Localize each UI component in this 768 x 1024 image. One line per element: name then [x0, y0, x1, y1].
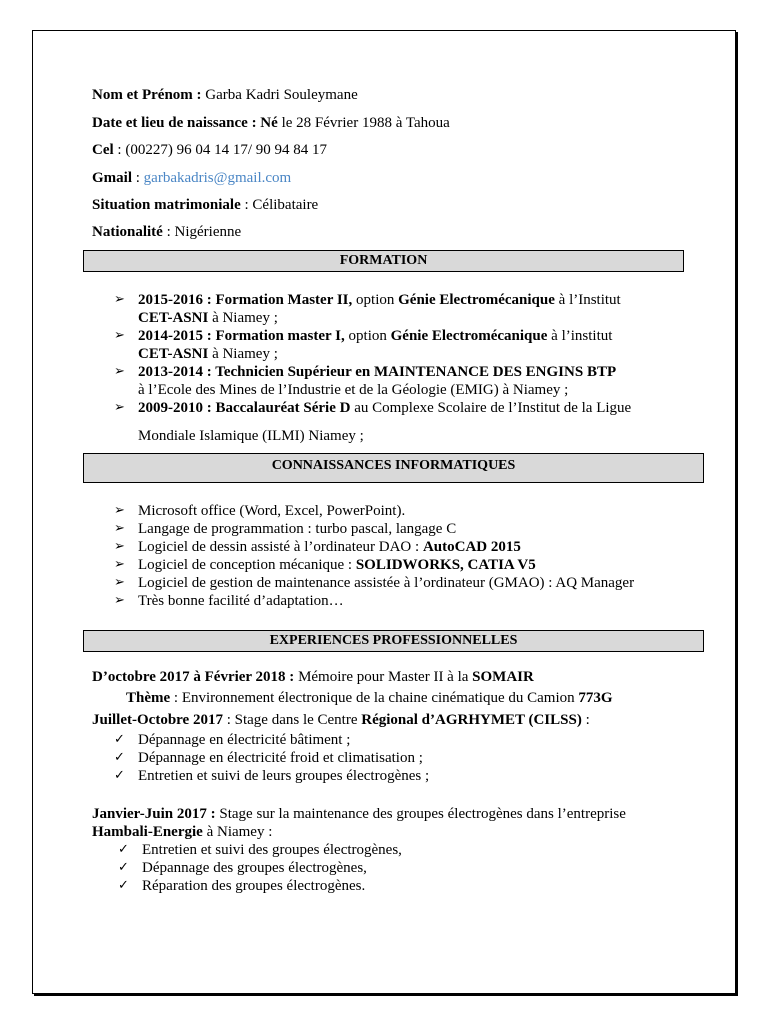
email-line: Gmail : garbakadris@gmail.com: [92, 170, 292, 186]
birth-line: Date et lieu de naissance : Né le 28 Février 1988 à Tahoua: [92, 115, 450, 131]
list-item: ➢ 2013-2014 : Technicien Supérieur en MAINTENANCE DES ENGINS BTP à l’Ecole des Mines de l’Industrie et de la Géologie (EMIG) à Niamey ;: [114, 364, 617, 398]
email-link[interactable]: garbakadris@gmail.com: [143, 170, 292, 186]
list-item: ✓ Entretien et suivi des groupes électrogènes,: [118, 842, 402, 858]
list-item: ➢ Langage de programmation : turbo pascal, langage C: [114, 521, 457, 537]
list-item: ➢ 2009-2010 : Baccalauréat Série D au Complexe Scolaire de l’Institut de la Ligue Mondiale Islamique (ILMI) Niamey ;: [114, 400, 632, 444]
list-item: ✓ Dépannage en électricité bâtiment ;: [114, 732, 351, 748]
check-icon: ✓: [114, 768, 125, 783]
arrow-bullet-icon: ➢: [114, 539, 125, 554]
arrow-bullet-icon: ➢: [114, 364, 125, 379]
it-list: [114, 502, 634, 610]
list-item: ➢ 2015-2016 : Formation Master II, option Génie Electromécanique à l’Institut CET-ASNI à Niamey ;: [114, 292, 621, 326]
exp-somair: D’octobre 2017 à Février 2018 : Mémoire pour Master II à la SOMAIR: [92, 669, 534, 685]
nationality-line: Nationalité : Nigérienne: [92, 224, 242, 240]
arrow-bullet-icon: ➢: [114, 593, 125, 608]
phone-line: Cel : (00227) 96 04 14 17/ 90 94 84 17: [92, 142, 327, 158]
check-icon: ✓: [114, 750, 125, 765]
arrow-bullet-icon: ➢: [114, 503, 125, 518]
check-icon: ✓: [118, 842, 129, 857]
list-item: ➢ Logiciel de conception mécanique : SOLIDWORKS, CATIA V5: [114, 557, 536, 573]
list-item: ✓ Dépannage en électricité froid et climatisation ;: [114, 750, 423, 766]
list-item: ➢ Microsoft office (Word, Excel, PowerPoint).: [114, 503, 406, 519]
list-item: ✓ Entretien et suivi de leurs groupes électrogènes ;: [114, 768, 430, 784]
arrow-bullet-icon: ➢: [114, 521, 125, 536]
check-icon: ✓: [114, 732, 125, 747]
list-item: ➢ 2014-2015 : Formation master I, option Génie Electromécanique à l’institut CET-ASNI à Niamey ;: [114, 328, 613, 362]
formation-list: [114, 291, 631, 445]
list-item: ➢ Logiciel de dessin assisté à l’ordinateur DAO : AutoCAD 2015: [114, 539, 521, 555]
check-icon: ✓: [118, 860, 129, 875]
exp-hambali-org: Hambali-Energie à Niamey :: [92, 824, 273, 840]
exp-agrhymet: Juillet-Octobre 2017 : Stage dans le Centre Régional d’AGRHYMET (CILSS) :: [92, 712, 590, 728]
agrhymet-tasks: [114, 731, 429, 785]
exp-somair-theme: Thème : Environnement électronique de la chaine cinématique du Camion 773G: [126, 690, 613, 706]
list-item: ➢ Très bonne facilité d’adaptation…: [114, 593, 344, 609]
list-item: ✓ Dépannage des groupes électrogènes,: [118, 860, 367, 876]
marital-line: Situation matrimoniale : Célibataire: [92, 197, 319, 213]
arrow-bullet-icon: ➢: [114, 292, 125, 307]
arrow-bullet-icon: ➢: [114, 557, 125, 572]
name-line: Nom et Prénom : Garba Kadri Souleymane: [92, 87, 358, 103]
hambali-tasks: [118, 841, 402, 895]
arrow-bullet-icon: ➢: [114, 400, 125, 415]
arrow-bullet-icon: ➢: [114, 328, 125, 343]
formation-heading: FORMATION: [83, 250, 684, 272]
list-item: ➢ Logiciel de gestion de maintenance assistée à l’ordinateur (GMAO) : AQ Manager: [114, 575, 635, 591]
experience-heading: EXPERIENCES PROFESSIONNELLES: [83, 630, 704, 652]
arrow-bullet-icon: ➢: [114, 575, 125, 590]
exp-hambali: Janvier-Juin 2017 : Stage sur la maintenance des groupes électrogènes dans l’entreprise: [92, 806, 626, 822]
check-icon: ✓: [118, 878, 129, 893]
list-item: ✓ Réparation des groupes électrogènes.: [118, 878, 366, 894]
it-heading: CONNAISSANCES INFORMATIQUES: [83, 453, 704, 483]
